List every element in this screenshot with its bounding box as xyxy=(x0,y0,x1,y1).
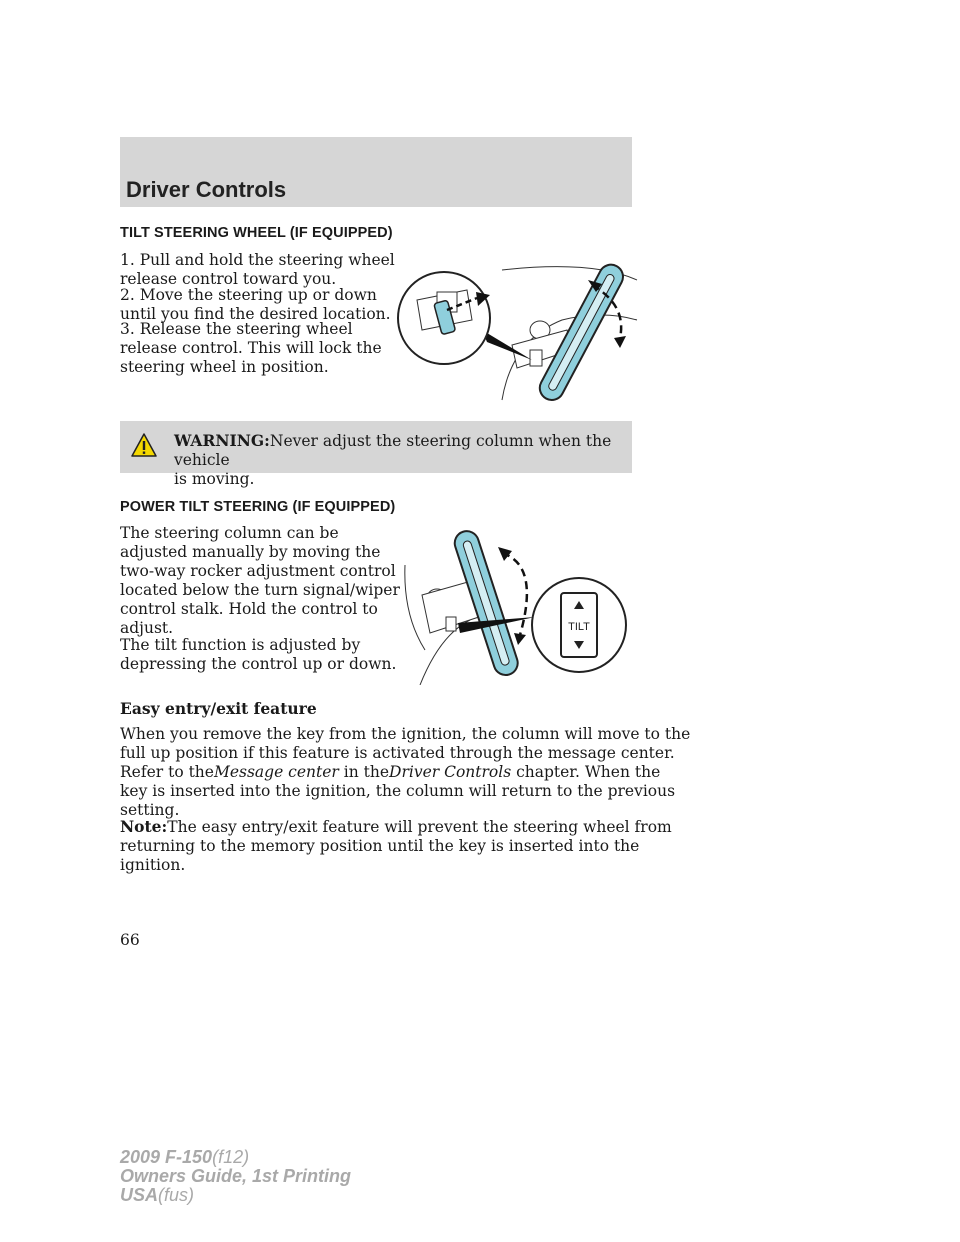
power-tilt-illustration xyxy=(400,525,632,685)
footer-region-line: USA(fus) xyxy=(120,1185,195,1205)
easy-entry-paragraph: When you remove the key from the ignition, the column will move to the full up position if this feature is activated through the message center. Refer to theMessage center in theDriver Controls chapter. When the key is inserted into the ignition, the column will return to the previous setting. xyxy=(120,725,691,819)
warning-box xyxy=(120,421,632,488)
power-tilt-heading: POWER TILT STEERING (IF EQUIPPED) xyxy=(120,499,396,515)
footer-model-line: 2009 F-150(f12) xyxy=(120,1147,250,1167)
tilt-step-3: 3. Release the steering wheel release control. This will lock the steering wheel in position. xyxy=(120,320,382,376)
section-header xyxy=(120,137,632,207)
section-title: Driver Controls xyxy=(126,177,287,202)
tilt-heading: TILT STEERING WHEEL (IF EQUIPPED) xyxy=(120,225,393,241)
footer xyxy=(120,1148,351,1205)
note-paragraph: Note:The easy entry/exit feature will prevent the steering wheel from returning to the memory position until the key is inserted into the ignition. xyxy=(120,817,672,874)
tilt-wheel-illustration xyxy=(392,250,642,405)
power-tilt-paragraph-2: The tilt function is adjusted by depressing the control up or down. xyxy=(120,636,397,673)
easy-entry-heading: Easy entry/exit feature xyxy=(120,699,317,718)
warning-triangle-icon xyxy=(131,432,157,458)
footer-guide-line: Owners Guide, 1st Printing xyxy=(120,1166,352,1186)
page-number: 66 xyxy=(120,931,140,949)
warning-text: WARNING:Never adjust the steering column when the vehicle is moving. xyxy=(174,431,612,488)
tilt-label: TILT xyxy=(568,621,590,633)
tilt-step-1: 1. Pull and hold the steering wheel release control toward you. xyxy=(120,251,395,288)
power-tilt-paragraph-1: The steering column can be adjusted manually by moving the two-way rocker adjustment control located below the turn signal/wiper control stalk. Hold the control to adjust. xyxy=(120,524,400,637)
tilt-step-2: 2. Move the steering up or down until you find the desired location. xyxy=(120,286,391,323)
